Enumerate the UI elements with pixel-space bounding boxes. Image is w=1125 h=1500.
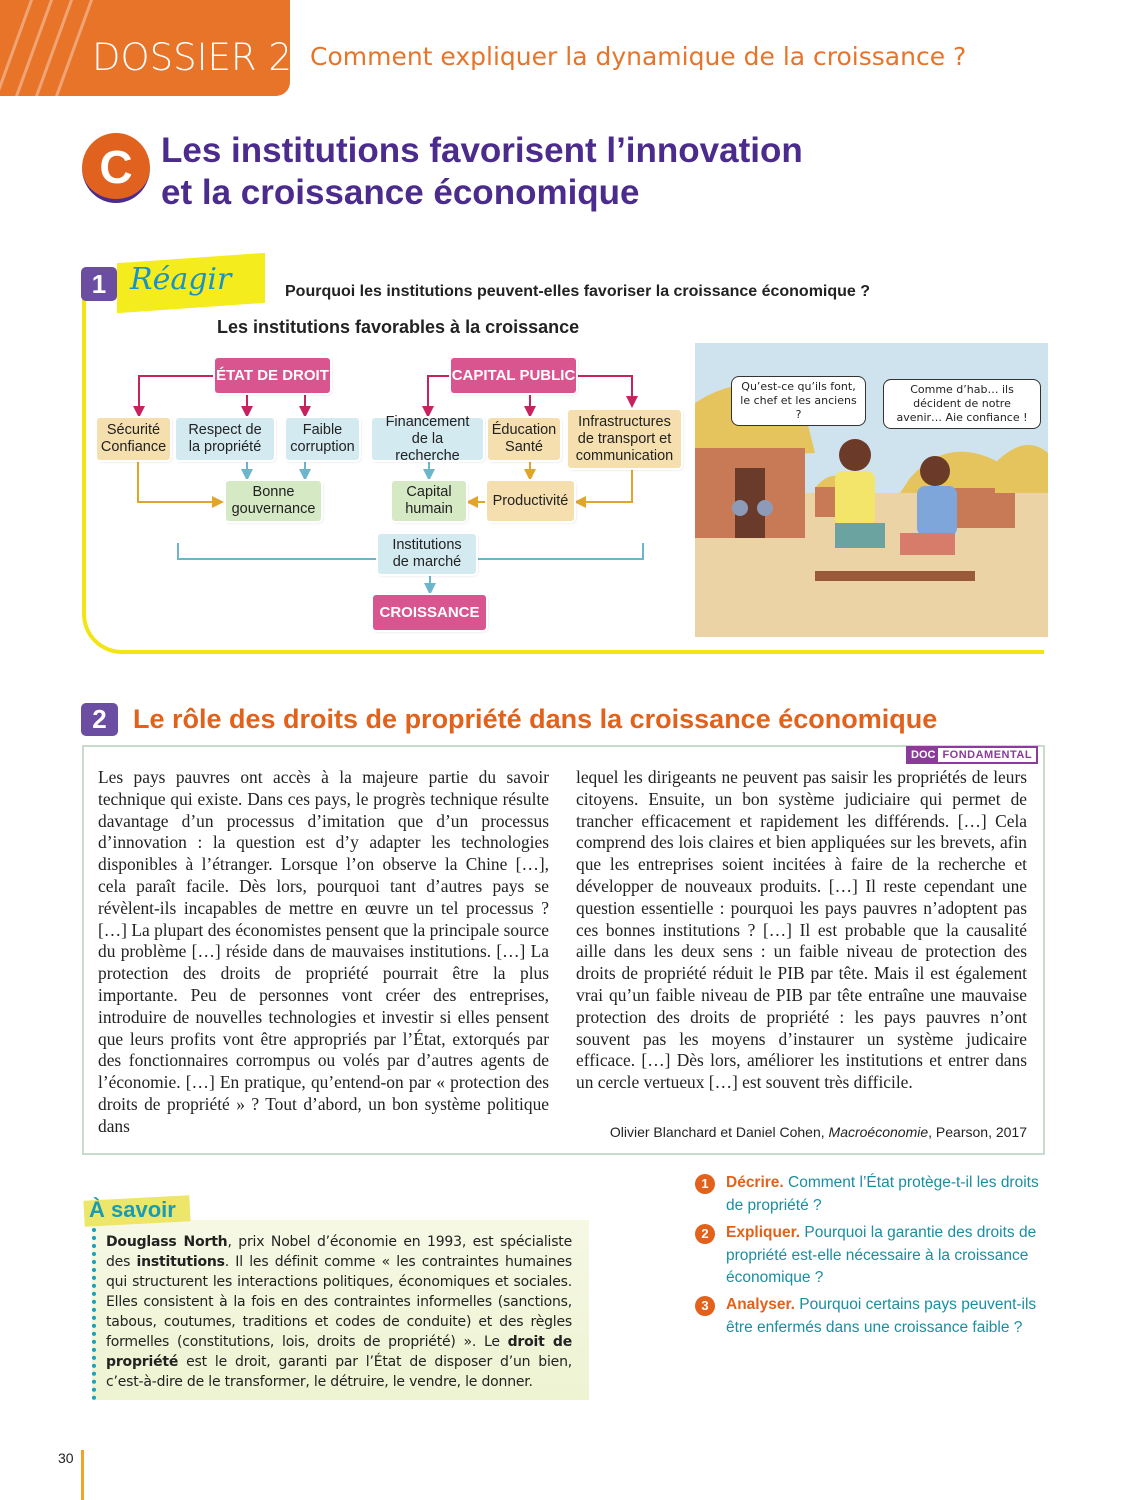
question-label: Expliquer. [726, 1224, 801, 1241]
savoir-text-part: , prix Nobel d’économie en 1993, est spécialiste des [106, 1234, 572, 1270]
question-text: Comment l’État protège-t-il les droits de propriété ? [726, 1174, 1039, 1214]
node-education-sante: Éducation Santé [488, 418, 560, 460]
doc-tag-label: DOC [908, 748, 938, 762]
diagram-title: Les institutions favorables à la croissance [217, 317, 580, 337]
cartoon-illustration [695, 343, 1048, 637]
node-croissance: CROISSANCE [373, 595, 486, 630]
source-publisher: , Pearson, 2017 [928, 1124, 1027, 1140]
dossier-label: DOSSIER 2 [92, 36, 292, 79]
doc2-text-column-1: Les pays pauvres ont accès à la majeure partie du savoir technique qui existe. Dans ces pays, le progrès technique résulte davantage d’un processus d’imitation que d’un processus d’innovation : la question est d’y adapter les technologies disponibles à l’étranger. Lorsque l’on observe la Chine […], cela paraît facile. Dès lors, pourquoi tant d’autres pays se révèlent-ils incapables de mettre en œuvre un tel processus ? […] La plupart des économistes pensent que la principale source du problème […] réside dans de mauvaises institutions. […] La protection des droits de propriété pourrait être la plus importante. Peu de personnes vont créer des entreprises, introduire de nouvelles technologies et investir si elles pensent que leurs profits vont être appropriés par l’État, extorqués par des fonctionnaires corrompus ou volés par d’autres agents de l’économie. […] En pratique, qu’entend-on par « protection des droits de propriété » ? Tout d’abord, un bon système politique dans [98, 767, 549, 1136]
node-etat-de-droit: ÉTAT DE DROIT [215, 358, 330, 393]
node-faible-corruption: Faible corruption [286, 418, 359, 460]
doc2-source [610, 1124, 1027, 1140]
node-productivite: Productivité [487, 481, 574, 521]
node-securite: Sécurité Confiance [97, 418, 170, 460]
doc-number-badge: 1 [81, 267, 117, 301]
question-1 [695, 1172, 1050, 1217]
question-number: 1 [695, 1174, 715, 1194]
fondamental-tag-label: FONDAMENTAL [942, 749, 1033, 761]
page-number: 30 [58, 1450, 74, 1466]
doc2-title: Le rôle des droits de propriété dans la croissance économique [133, 704, 938, 734]
question-number: 2 [695, 1224, 715, 1244]
chapter-title-line2: et la croissance économique [161, 173, 640, 212]
savoir-text-part: . Il les définit comme « les contraintes humaines qui structurent les interactions politiques, économiques et sociales. Elles consistent à la fois en des contraintes informelles (sanctions, tabous, coutumes, traditions et codes de conduite) et des règles formelles (constitutions, lois, droits de propriété) ». Le [106, 1254, 573, 1350]
node-bonne-gouvernance: Bonne gouvernance [226, 481, 321, 521]
term-droit-de-propriete: droit de propriété [106, 1334, 572, 1370]
question-number: 3 [695, 1296, 715, 1316]
question-3 [695, 1294, 1050, 1339]
chapter-title-line1: Les institutions favorisent l’innovation [161, 131, 803, 170]
source-authors: Olivier Blanchard et Daniel Cohen, [609, 1124, 829, 1140]
question-label: Décrire. [726, 1174, 784, 1191]
question-text: Pourquoi certains pays peuvent-ils être enfermés dans une croissance faible ? [726, 1296, 1037, 1336]
savoir-text-part: est le droit, garanti par l’État de disposer d’un bien, c’est-à-dire de le transformer, le détruire, le vendre, le donner. [106, 1354, 572, 1390]
source-title: Macroéconomie [828, 1124, 929, 1140]
a-savoir-title: À savoir [89, 1197, 176, 1222]
node-financement-recherche: Financement de la recherche [372, 418, 483, 460]
reagir-tag: Réagir [130, 262, 232, 297]
term-institutions: institutions [136, 1254, 225, 1270]
doc-fondamental-tag [906, 746, 1038, 764]
question-label: Analyser. [726, 1296, 795, 1313]
node-infrastructures: Infrastructures de transport et communication [568, 410, 681, 468]
speech-bubble-1: Qu’est-ce qu’ils font, le chef et les anciens ? [731, 376, 866, 426]
chapter-letter-badge: C [82, 133, 150, 203]
doc1-question: Pourquoi les institutions peuvent-elles favoriser la croissance économique ? [285, 283, 871, 300]
question-2 [695, 1222, 1050, 1290]
term-douglass-north: Douglass North [106, 1234, 228, 1250]
node-capital-public: CAPITAL PUBLIC [451, 358, 576, 393]
a-savoir-text [106, 1232, 572, 1392]
node-respect-propriete: Respect de la propriété [176, 418, 274, 460]
dossier-title: Comment expliquer la dynamique de la croissance ? [310, 42, 967, 71]
doc2-text-column-2: lequel les dirigeants ne peuvent pas saisir les propriétés de leurs citoyens. Ensuite, un bon système judiciaire qui permet de trancher efficacement et rapidement les différends. […] Cela comprend des lois claires et bien appliquées sur les brevets, afin que les entreprises soient incitées à faire de la recherche et développer de nouveaux produits. […] Il reste cependant une question essentielle : pourquoi les pays pauvres n’adoptent pas ces bonnes institutions ? […] Il est probable que la causalité aille dans les deux sens : un faible niveau de protection des droits de propriété réduit le PIB par tête. Mais il est également vrai qu’un faible niveau de PIB par tête entraîne une mauvaise protection des droits de propriété : les pays pauvres n’ont souvent pas les moyens d’instaurer un système judicaire efficace. […] Dès lors, améliorer les institutions et entrer dans un cercle vertueux […] est souvent très difficile. [576, 767, 1027, 1093]
page-number-bar [81, 1450, 84, 1500]
speech-bubble-2: Comme d’hab… ils décident de notre avenir… Aie confiance ! [883, 379, 1041, 429]
node-institutions-marche: Institutions de marché [378, 534, 476, 574]
question-text: Pourquoi la garantie des droits de propriété est-elle nécessaire à la croissance économique ? [726, 1224, 1037, 1286]
doc-number-badge: 2 [81, 703, 118, 736]
node-capital-humain: Capital humain [392, 481, 466, 521]
diagram-connectors [0, 0, 700, 650]
